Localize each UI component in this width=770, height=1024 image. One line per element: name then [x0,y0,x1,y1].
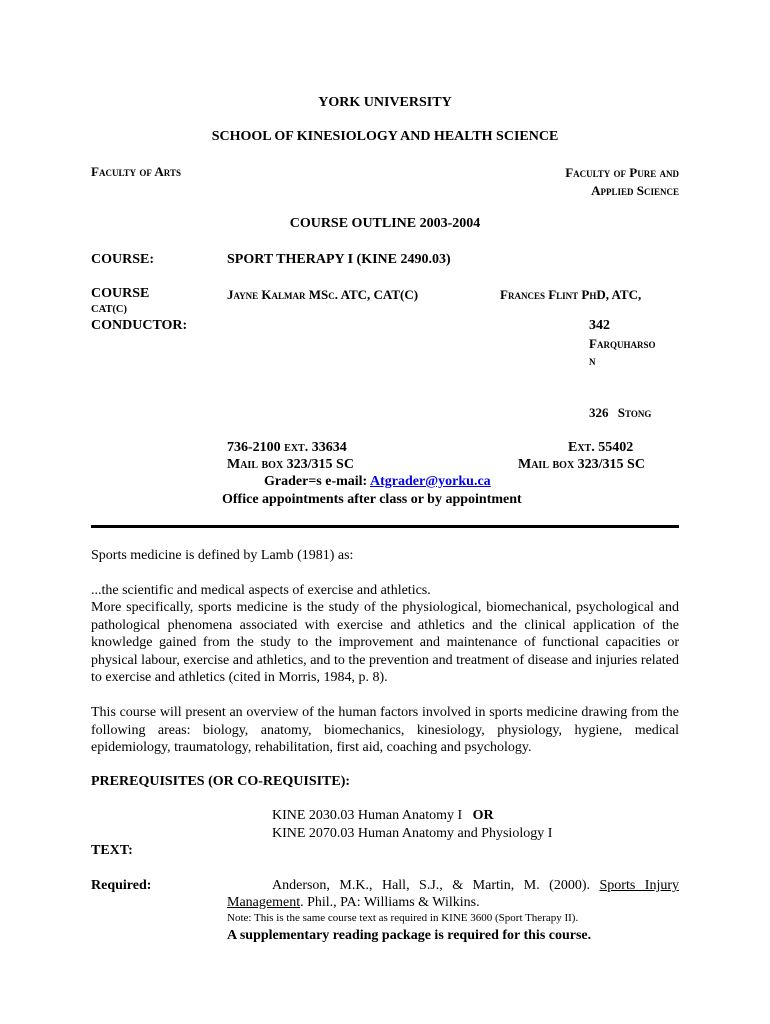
definition-paragraph: More specifically, sports medicine is the study of the physiological, biomechanical, psychological and pathological phenomena associated with exercise and athletics and the clinical application of the knowledge gained from the study to the improvement and maintenance of functional capacities or physical labour, exercise and athletics, and to the prevention and treatment of disease and injuries related to exercise and athletics (cited in Morris, 1984, p. 8). [91,600,679,685]
grader-email-line [264,474,491,490]
office-flint-building-b: n [589,353,596,368]
office-flint-building-a: Farquharso [589,336,656,351]
instructor-kalmar: Jayne Kalmar MSc. ATC, CAT(C) [227,287,419,302]
faculty-right-line1: Faculty of Pure and [565,165,679,180]
university-name: YORK UNIVERSITY [318,95,452,110]
citation-publisher: . Phil., PA: Williams & Wilkins. [300,895,480,910]
grader-email-link[interactable]: Atgrader@yorku.ca [369,474,491,489]
quote-line: ...the scientific and medical aspects of exercise and athletics. [91,583,431,598]
outline-title: COURSE OUTLINE 2003-2004 [289,216,481,231]
text-heading: TEXT: [91,843,133,858]
citation-title-a: Sports Injury [599,878,680,893]
phone-flint: Ext. 55402 [568,440,634,455]
prereq-item-1-or: OR [472,808,494,823]
course-label: COURSE: [91,252,155,267]
conductor-label-cat: CAT(C) [91,304,127,315]
conductor-label-line1: COURSE [91,286,150,301]
prereq-heading: PREREQUISITES (OR CO-REQUISITE): [91,774,351,789]
overview-paragraph: This course will present an overview of the human factors involved in sports medicine drawing from the following areas: biology, anatomy, biomechanics, kinesiology, physiology, hygiene, medical epidemiology, traumatology, rehabilitation, first aid, coaching and psychology. [91,705,679,755]
mailbox-kalmar: Mail box 323/315 SC [227,457,354,472]
required-label: Required: [91,878,152,893]
mailbox-flint: Mail box 323/315 SC [518,457,645,472]
faculty-right-line2: Applied Science [591,183,679,198]
intro-paragraph: Sports medicine is defined by Lamb (1981) as: [91,548,354,563]
citation-line2 [227,895,480,911]
prereq-item-1-text: KINE 2030.03 Human Anatomy I [272,808,463,823]
office-stong: 326 Stong [589,405,652,420]
grader-email-label: Grader=s e-mail: [264,474,370,489]
citation-title-b: Management [227,895,301,910]
office-flint-number: 342 [589,318,610,333]
office-appointments: Office appointments after class or by appointment [222,492,522,507]
citation-line1 [272,878,679,894]
prereq-item-1 [272,808,494,824]
conductor-label-line2: CONDUCTOR: [91,318,188,333]
phone-kalmar: 736-2100 ext. 33634 [227,440,347,455]
course-value: SPORT THERAPY I (KINE 2490.03) [227,252,451,267]
prereq-item-2: KINE 2070.03 Human Anatomy and Physiology I [272,826,553,841]
supplement-note: A supplementary reading package is required for this course. [227,928,592,943]
text-note: Note: This is the same course text as required in KINE 3600 (Sport Therapy II). [227,912,579,924]
faculty-left: Faculty of Arts [91,164,181,179]
section-divider [91,525,679,528]
faculty-right [430,164,679,200]
instructor-flint: Frances Flint PhD, ATC, [500,287,642,302]
school-name: SCHOOL OF KINESIOLOGY AND HEALTH SCIENCE [211,129,559,144]
citation-authors: Anderson, M.K., Hall, S.J., & Martin, M. (2000). [272,878,591,893]
